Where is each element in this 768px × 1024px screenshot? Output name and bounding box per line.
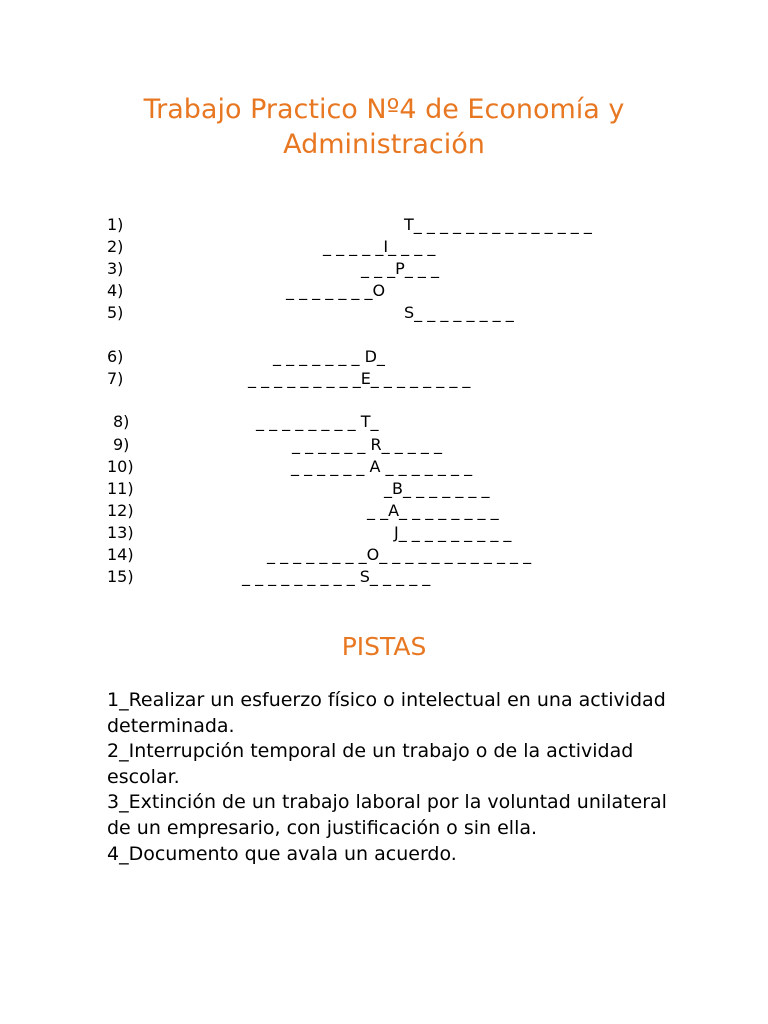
row-pattern: _ _ _P_ _ _	[361, 259, 439, 278]
document-title	[0, 92, 768, 162]
puzzle-row	[0, 500, 768, 522]
row-number: 5)	[107, 303, 124, 322]
row-pattern: _ _ _ _ _ _ A _ _ _ _ _ _ _	[291, 457, 473, 476]
puzzle-row	[0, 411, 768, 433]
clues-list	[107, 688, 667, 867]
puzzle-row	[0, 434, 768, 456]
row-pattern: T_ _ _ _ _ _ _ _ _ _ _ _ _ _	[404, 215, 592, 234]
row-pattern: _ _ _ _ _ _ R_ _ _ _ _	[292, 435, 442, 454]
row-pattern: _ _ _ _ _ _ _O	[286, 281, 386, 300]
puzzle-row	[0, 478, 768, 500]
row-pattern: _ _ _ _ _ _ _ _ T_	[256, 412, 379, 431]
puzzle-row	[0, 566, 768, 588]
row-number: 7)	[107, 369, 124, 388]
puzzle-row	[0, 368, 768, 390]
row-pattern: S_ _ _ _ _ _ _ _	[404, 303, 514, 322]
row-number: 11)	[107, 479, 134, 498]
row-pattern: _ _ _ _ _ _ _ _O_ _ _ _ _ _ _ _ _ _ _ _	[267, 545, 532, 564]
title-line-1: Trabajo Practico Nº4 de Economía y	[143, 94, 625, 125]
row-number: 4)	[107, 281, 124, 300]
puzzle-row	[0, 236, 768, 258]
clue-item: 3_Extinción de un trabajo laboral por la voluntad unilateral de un empresario, con justificación o sin ella.	[107, 791, 667, 839]
row-number: 6)	[107, 347, 124, 366]
puzzle-row	[0, 302, 768, 324]
row-pattern: J_ _ _ _ _ _ _ _ _	[394, 523, 512, 542]
puzzle-row	[0, 544, 768, 566]
puzzle-row	[0, 456, 768, 478]
row-number: 13)	[107, 523, 134, 542]
puzzle-row	[0, 258, 768, 280]
row-number: 9)	[113, 435, 130, 454]
row-number: 14)	[107, 545, 134, 564]
row-pattern: _ _A_ _ _ _ _ _ _ _	[367, 501, 499, 520]
row-number: 15)	[107, 567, 134, 586]
clue-item: 1_Realizar un esfuerzo físico o intelectual en una actividad determinada.	[107, 689, 666, 737]
row-pattern: _B_ _ _ _ _ _ _	[384, 479, 490, 498]
row-number: 1)	[107, 215, 124, 234]
clue-item: 4_Documento que avala un acuerdo.	[107, 842, 457, 865]
puzzle-row	[0, 522, 768, 544]
row-pattern: _ _ _ _ _ _ _ D_	[273, 347, 385, 366]
row-pattern: _ _ _ _ _I_ _ _ _	[323, 237, 436, 256]
row-number: 2)	[107, 237, 124, 256]
row-number: 10)	[107, 457, 134, 476]
row-number: 3)	[107, 259, 124, 278]
row-pattern: _ _ _ _ _ _ _ _ _ S_ _ _ _ _	[242, 567, 431, 586]
puzzle-row	[0, 280, 768, 302]
puzzle-row	[0, 346, 768, 368]
clue-item: 2_Interrupción temporal de un trabajo o de la actividad escolar.	[107, 740, 634, 788]
row-pattern: _ _ _ _ _ _ _ _ _E_ _ _ _ _ _ _ _	[248, 369, 471, 388]
row-number: 12)	[107, 501, 134, 520]
row-number: 8)	[113, 412, 130, 431]
puzzle-row	[0, 214, 768, 236]
title-line-2: Administración	[283, 129, 485, 160]
section-title-pistas: PISTAS	[341, 632, 427, 661]
